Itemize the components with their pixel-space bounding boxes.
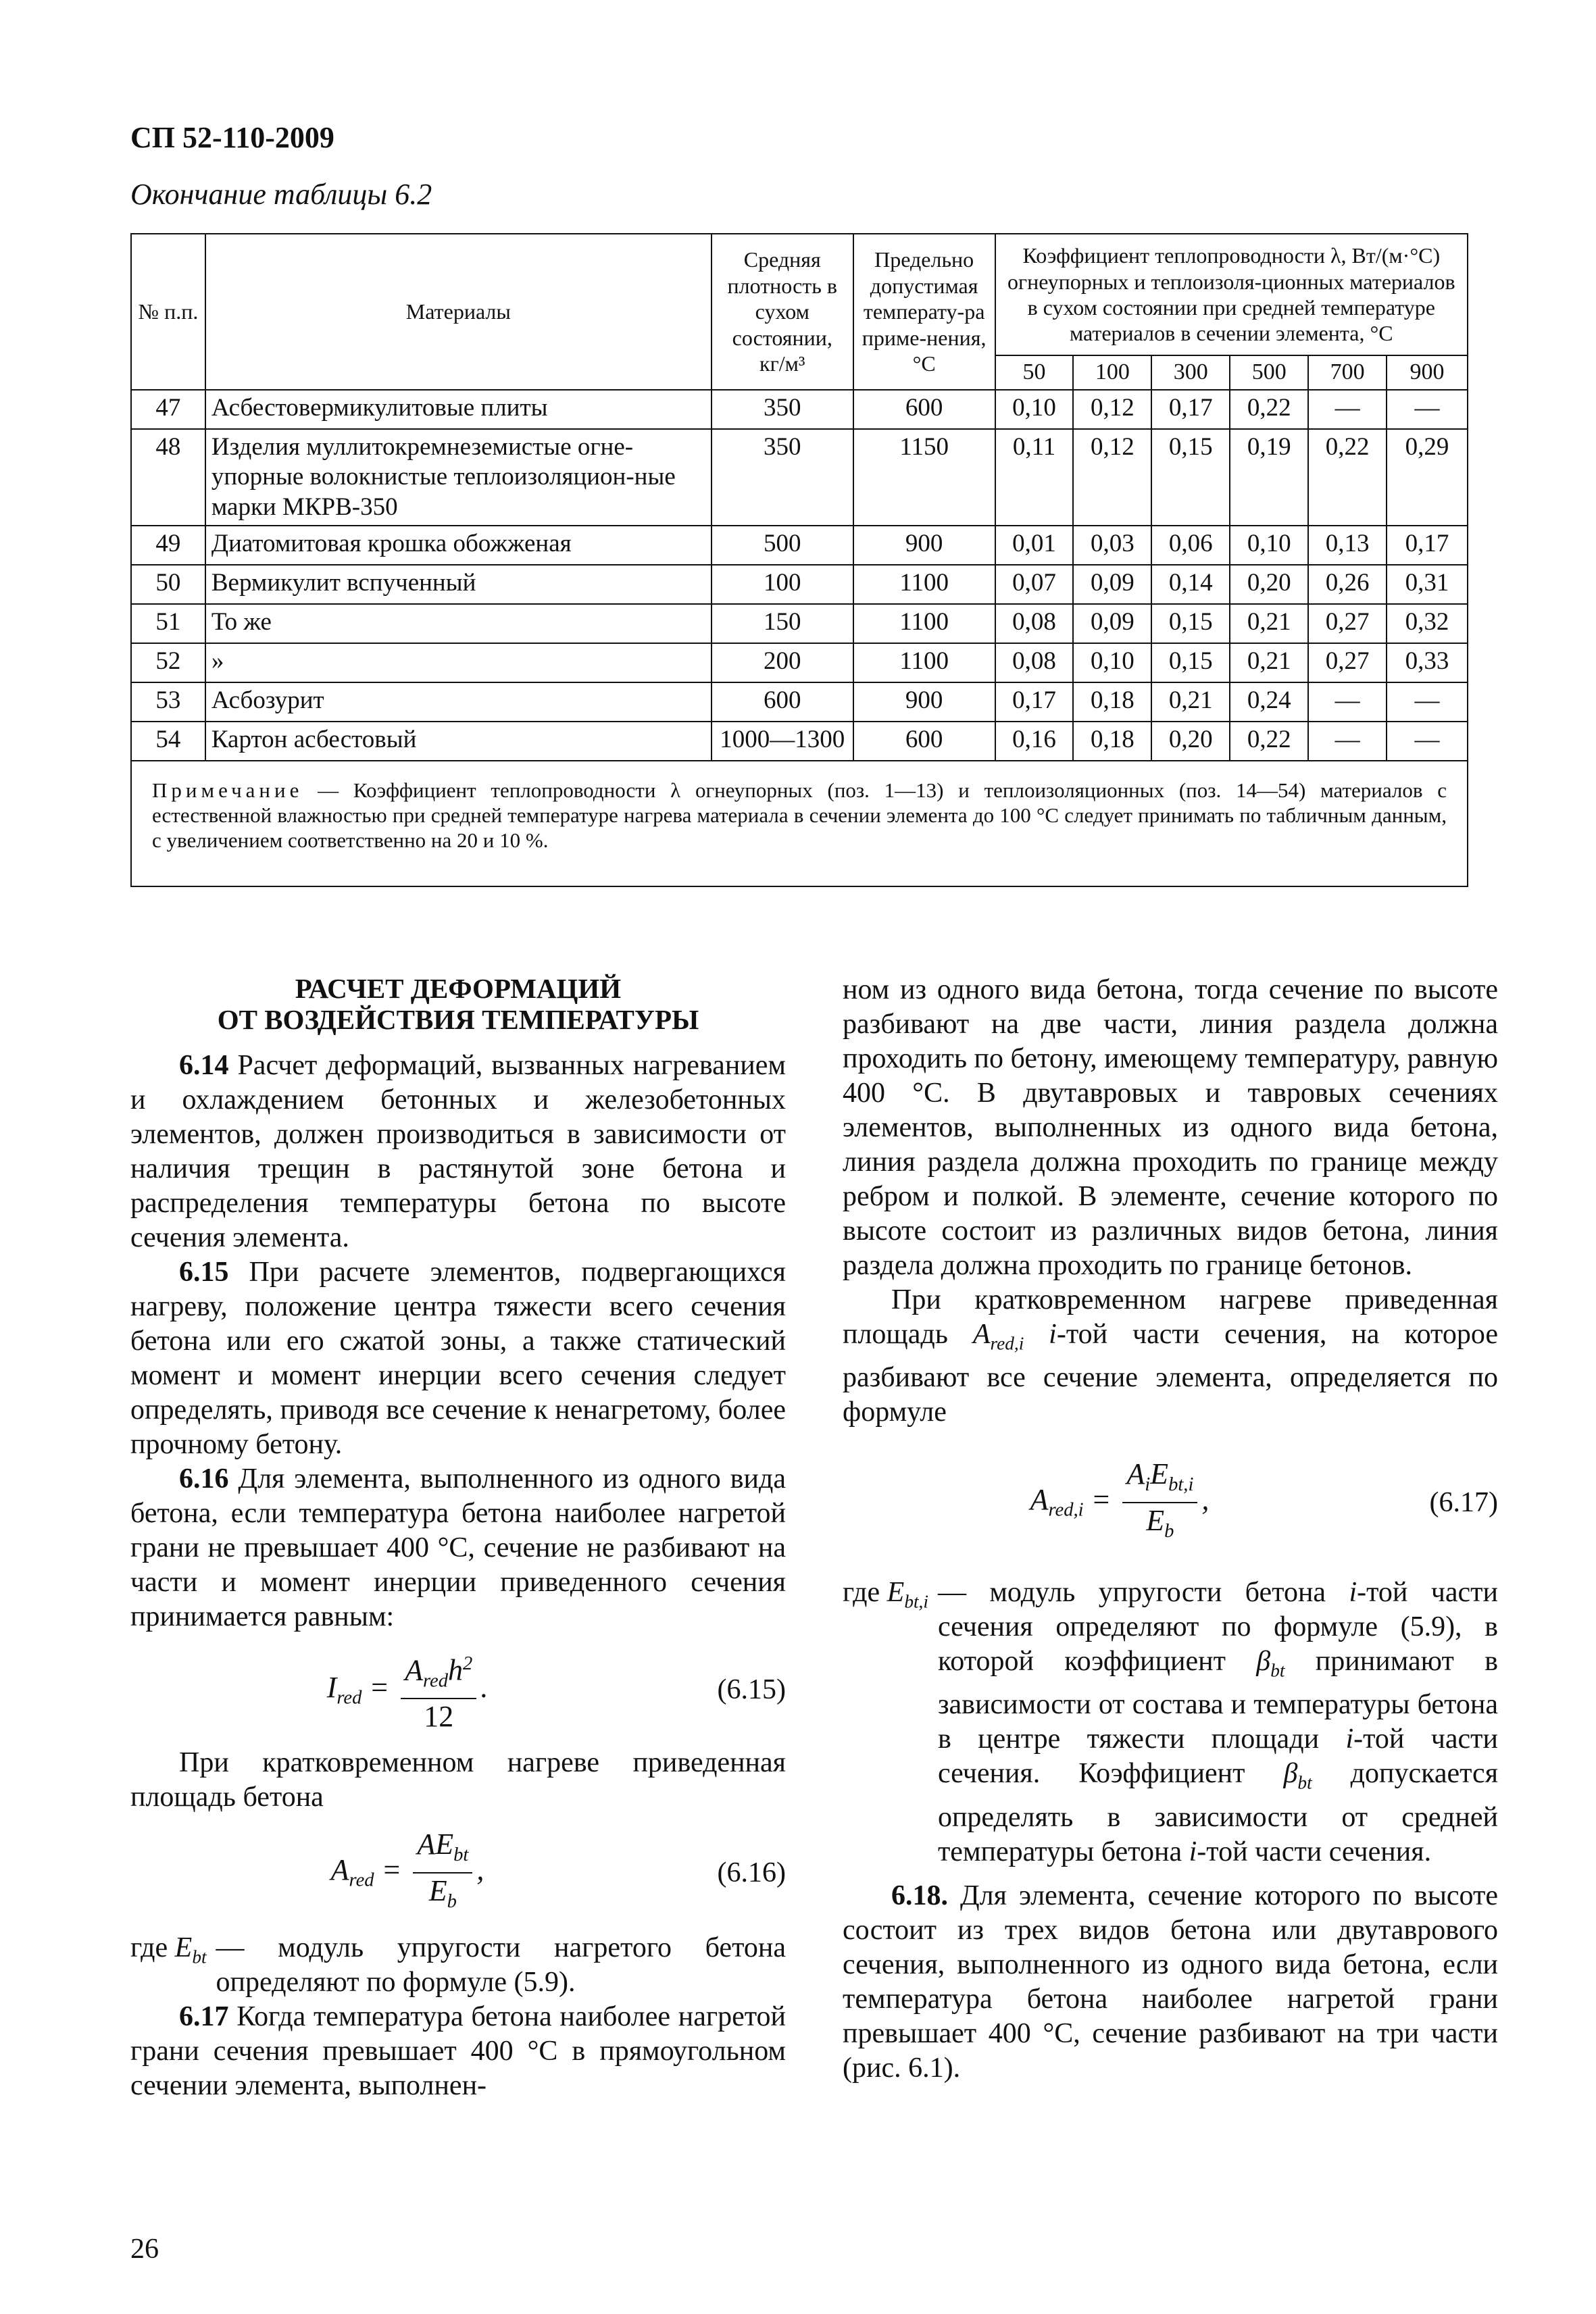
material-name: Диатомитовая крошка обожженая (205, 526, 712, 565)
table-row (131, 390, 1468, 429)
clause-num: 6.15 (179, 1257, 229, 1288)
row-number: 50 (131, 565, 205, 604)
clause-num: 6.14 (179, 1050, 229, 1081)
material-name: То же (205, 604, 712, 643)
note-label: Примечание (152, 778, 303, 802)
row-number: 48 (131, 429, 205, 526)
lambda-value: 0,18 (1073, 682, 1151, 722)
lambda-value: 0,32 (1387, 604, 1468, 643)
note-text: — Коэффициент теплопроводности λ огнеупорных (поз. 1—13) и теплоизоляционных (поз. 14—54) материалов с естественной влажностью при средней температуре нагрева материала в сечении элемента до 100 °С следует принимать по табличным данным, с увеличением соответственно на 20 и 10 %. (152, 778, 1447, 853)
temp-header-2: 300 (1151, 355, 1230, 390)
formula-6-15 (130, 1646, 786, 1734)
formula-number: (6.15) (717, 1674, 786, 1706)
lambda-value: 0,06 (1151, 526, 1230, 565)
paragraph-text: Когда температура бетона наиболее нагретой грани сечения превышает 400 °С в прямоугольном сечении элемента, выполнен- (130, 2001, 786, 2102)
paragraph-text: Расчет деформаций, вызванных нагреванием и охлаждением бетонных и железобетонных элементов, должен производиться в зависимости от наличия трещин в растянутой зоне бетона и распределения температуры бетона по высоте сечения элемента. (130, 1050, 786, 1253)
formula-6-17 (843, 1457, 1498, 1549)
lambda-value: 0,22 (1230, 390, 1308, 429)
header-max-temp: Предельно допустимая температу-ра приме-нения, °С (853, 234, 995, 390)
lambda-value: 0,22 (1230, 722, 1308, 761)
header-num: № п.п. (131, 234, 205, 390)
document-code: СП 52-110-2009 (130, 121, 334, 154)
temp-header-3: 500 (1230, 355, 1308, 390)
temp-header-0: 50 (995, 355, 1074, 390)
row-number: 52 (131, 643, 205, 682)
lambda-value: 0,26 (1308, 565, 1387, 604)
where-text: — модуль упругости нагретого бетона определяют по формуле (5.9). (216, 1932, 786, 1998)
material-name: » (205, 643, 712, 682)
materials-table (130, 233, 1468, 887)
where-label: где $E_{bt}$ (130, 1932, 207, 1967)
table-row (131, 526, 1468, 565)
temp-header-4: 700 (1308, 355, 1387, 390)
formula-6-16 (130, 1827, 786, 1919)
clause-num: 6.17 (179, 2001, 229, 2033)
density-value: 1000—1300 (712, 722, 853, 761)
lambda-value: 0,22 (1308, 429, 1387, 526)
lambda-value: 0,01 (995, 526, 1074, 565)
table-row (131, 643, 1468, 682)
lambda-value: 0,15 (1151, 643, 1230, 682)
lambda-value: 0,24 (1230, 682, 1308, 722)
page-number: 26 (130, 2234, 159, 2265)
row-number: 54 (131, 722, 205, 761)
row-number: 49 (131, 526, 205, 565)
density-value: 100 (712, 565, 853, 604)
row-number: 51 (131, 604, 205, 643)
section-title (130, 973, 786, 1035)
paragraph-short-heating: При кратковременном нагреве приведенная площадь бетона (130, 1747, 786, 1813)
density-value: 150 (712, 604, 853, 643)
lambda-value: 0,10 (995, 390, 1074, 429)
max-temp-value: 1100 (853, 604, 995, 643)
lambda-value: 0,20 (1230, 565, 1308, 604)
lambda-value: 0,21 (1230, 643, 1308, 682)
header-density: Средняя плотность в сухом состоянии, кг/м³ (712, 234, 853, 390)
table-row (131, 565, 1468, 604)
table-note (131, 761, 1468, 886)
lambda-value: 0,12 (1073, 429, 1151, 526)
paragraph-6-18 (843, 1879, 1498, 2086)
density-value: 200 (712, 643, 853, 682)
table-row (131, 429, 1468, 526)
lambda-value: 0,21 (1151, 682, 1230, 722)
lambda-value: 0,21 (1230, 604, 1308, 643)
density-value: 350 (712, 390, 853, 429)
max-temp-value: 1150 (853, 429, 995, 526)
max-temp-value: 600 (853, 390, 995, 429)
paragraph-short-heating-i: При кратковременном нагреве приведенная площадь $A_{red,i}$ i-той части сечения, на которое разбивают все сечение элемента, определяется по формуле (843, 1284, 1498, 1428)
max-temp-value: 900 (853, 526, 995, 565)
lambda-value: 0,14 (1151, 565, 1230, 604)
lambda-value: 0,07 (995, 565, 1074, 604)
right-column (843, 973, 1498, 2086)
lambda-value: 0,17 (995, 682, 1074, 722)
lambda-value: 0,13 (1308, 526, 1387, 565)
table-caption: Окончание таблицы 6.2 (130, 178, 432, 211)
material-name: Изделия муллитокремнеземистые огне-упорные волокнистые теплоизоляцион-ные марки МКРВ-350 (205, 429, 712, 526)
clause-num: 6.18. (891, 1880, 948, 1911)
lambda-value: 0,15 (1151, 429, 1230, 526)
lambda-value: 0,17 (1387, 526, 1468, 565)
paragraph-6-17-continued: ном из одного вида бетона, тогда сечение по высоте разбивают на две части, линия раздела должна проходить по бетону, имеющему температуру, равную 400 °С. В двутавровых и тавровых сечениях элементов, выполненных из одного вида бетона, линия раздела должна проходить по границе между ребром и полкой. В элементе, сечение которого по высоте состоит из различных видов бетона, линия раздела должна проходить по границе бетонов. (843, 974, 1498, 1281)
formula-body: $I_{red}$ = $\frac{A_{red}h^2}{12}$ . (130, 1646, 684, 1734)
lambda-value: 0,11 (995, 429, 1074, 526)
lambda-value: — (1387, 682, 1468, 722)
where-text: — модуль упругости бетона i-той части сечения определяют по формуле (5.9), в которой коэффициент $\beta_{bt}$ принимают в зависимости от состава и температуры бетона в центре тяжести площади i-той части сечения. Коэффициент $\beta_{bt}$ допускается определять в зависимости от средней температуры бетона i-той части сечения. (937, 1576, 1499, 1867)
density-value: 600 (712, 682, 853, 722)
max-temp-value: 1100 (853, 565, 995, 604)
table-row (131, 722, 1468, 761)
lambda-value: 0,16 (995, 722, 1074, 761)
lambda-value: — (1387, 390, 1468, 429)
density-value: 500 (712, 526, 853, 565)
lambda-value: 0,19 (1230, 429, 1308, 526)
lambda-value: 0,17 (1151, 390, 1230, 429)
lambda-value: — (1308, 390, 1387, 429)
lambda-value: 0,10 (1230, 526, 1308, 565)
lambda-value: 0,27 (1308, 643, 1387, 682)
header-material: Материалы (205, 234, 712, 390)
formula-body: $A_{red}$ = $\frac{AE_{bt}}{E_b}$ , (330, 1828, 484, 1913)
lambda-value: 0,18 (1073, 722, 1151, 761)
paragraph-text: Для элемента, сечение которого по высоте состоит из трех видов бетона или двутаврового сечения, выполненного из одного вида бетона, если температура бетона наиболее нагретой грани превышает 400 °С, сечение разбивают на три части (рис. 6.1). (843, 1880, 1498, 2084)
table-row (131, 604, 1468, 643)
section-title-line1: РАСЧЕТ ДЕФОРМАЦИЙ (295, 973, 622, 1004)
formula-body: $A_{red,i}$ = $\frac{A_iE_{bt,i}}{E_b}$ , (1030, 1457, 1210, 1542)
paragraph-6-16 (130, 1462, 786, 1634)
temp-header-5: 900 (1387, 355, 1468, 390)
lambda-value: 0,09 (1073, 565, 1151, 604)
lambda-value: 0,08 (995, 643, 1074, 682)
where-clause-ebti (843, 1576, 1498, 1869)
lambda-value: 0,12 (1073, 390, 1151, 429)
lambda-value: 0,09 (1073, 604, 1151, 643)
lambda-value: 0,10 (1073, 643, 1151, 682)
lambda-value: — (1387, 722, 1468, 761)
max-temp-value: 900 (853, 682, 995, 722)
material-name: Асбестовермикулитовые плиты (205, 390, 712, 429)
lambda-value: 0,31 (1387, 565, 1468, 604)
max-temp-value: 1100 (853, 643, 995, 682)
where-clause-ebt (130, 1931, 786, 2000)
left-column (130, 973, 786, 2103)
paragraph-6-15 (130, 1255, 786, 1462)
table-row (131, 682, 1468, 722)
lambda-value: — (1308, 722, 1387, 761)
lambda-value: 0,29 (1387, 429, 1468, 526)
paragraph-6-14 (130, 1049, 786, 1255)
lambda-value: 0,27 (1308, 604, 1387, 643)
section-title-line2: ОТ ВОЗДЕЙСТВИЯ ТЕМПЕРАТУРЫ (217, 1004, 699, 1035)
lambda-value: 0,03 (1073, 526, 1151, 565)
lambda-value: 0,33 (1387, 643, 1468, 682)
paragraph-text: Для элемента, выполненного из одного вида бетона, если температура бетона наиболее нагретой грани не превышает 400 °С, сечение не разбивают на части и момент инерции приведенного сечения принимается равным: (130, 1463, 786, 1632)
header-coefficient: Коэффициент теплопроводности λ, Вт/(м·°С) огнеупорных и теплоизоля-ционных материалов в сухом состоянии при средней температуре материалов в сечении элемента, °С (995, 234, 1468, 355)
row-number: 47 (131, 390, 205, 429)
lambda-value: — (1308, 682, 1387, 722)
formula-number: (6.16) (717, 1857, 786, 1888)
paragraph-6-17 (130, 2000, 786, 2103)
density-value: 350 (712, 429, 853, 526)
max-temp-value: 600 (853, 722, 995, 761)
lambda-value: 0,15 (1151, 604, 1230, 643)
lambda-value: 0,08 (995, 604, 1074, 643)
material-name: Вермикулит вспученный (205, 565, 712, 604)
lambda-value: 0,20 (1151, 722, 1230, 761)
clause-num: 6.16 (179, 1463, 229, 1494)
temp-header-1: 100 (1073, 355, 1151, 390)
material-name: Картон асбестовый (205, 722, 712, 761)
paragraph-text: При расчете элементов, подвергающихся нагреву, положение центра тяжести всего сечения бетона или его сжатой зоны, а также статический момент и момент инерции всего сечения следует определять, приводя все сечение к ненагретому, более прочному бетону. (130, 1257, 786, 1460)
where-label: где $E_{bt,i}$ (843, 1576, 928, 1612)
material-name: Асбозурит (205, 682, 712, 722)
formula-number: (6.17) (1429, 1486, 1498, 1518)
row-number: 53 (131, 682, 205, 722)
